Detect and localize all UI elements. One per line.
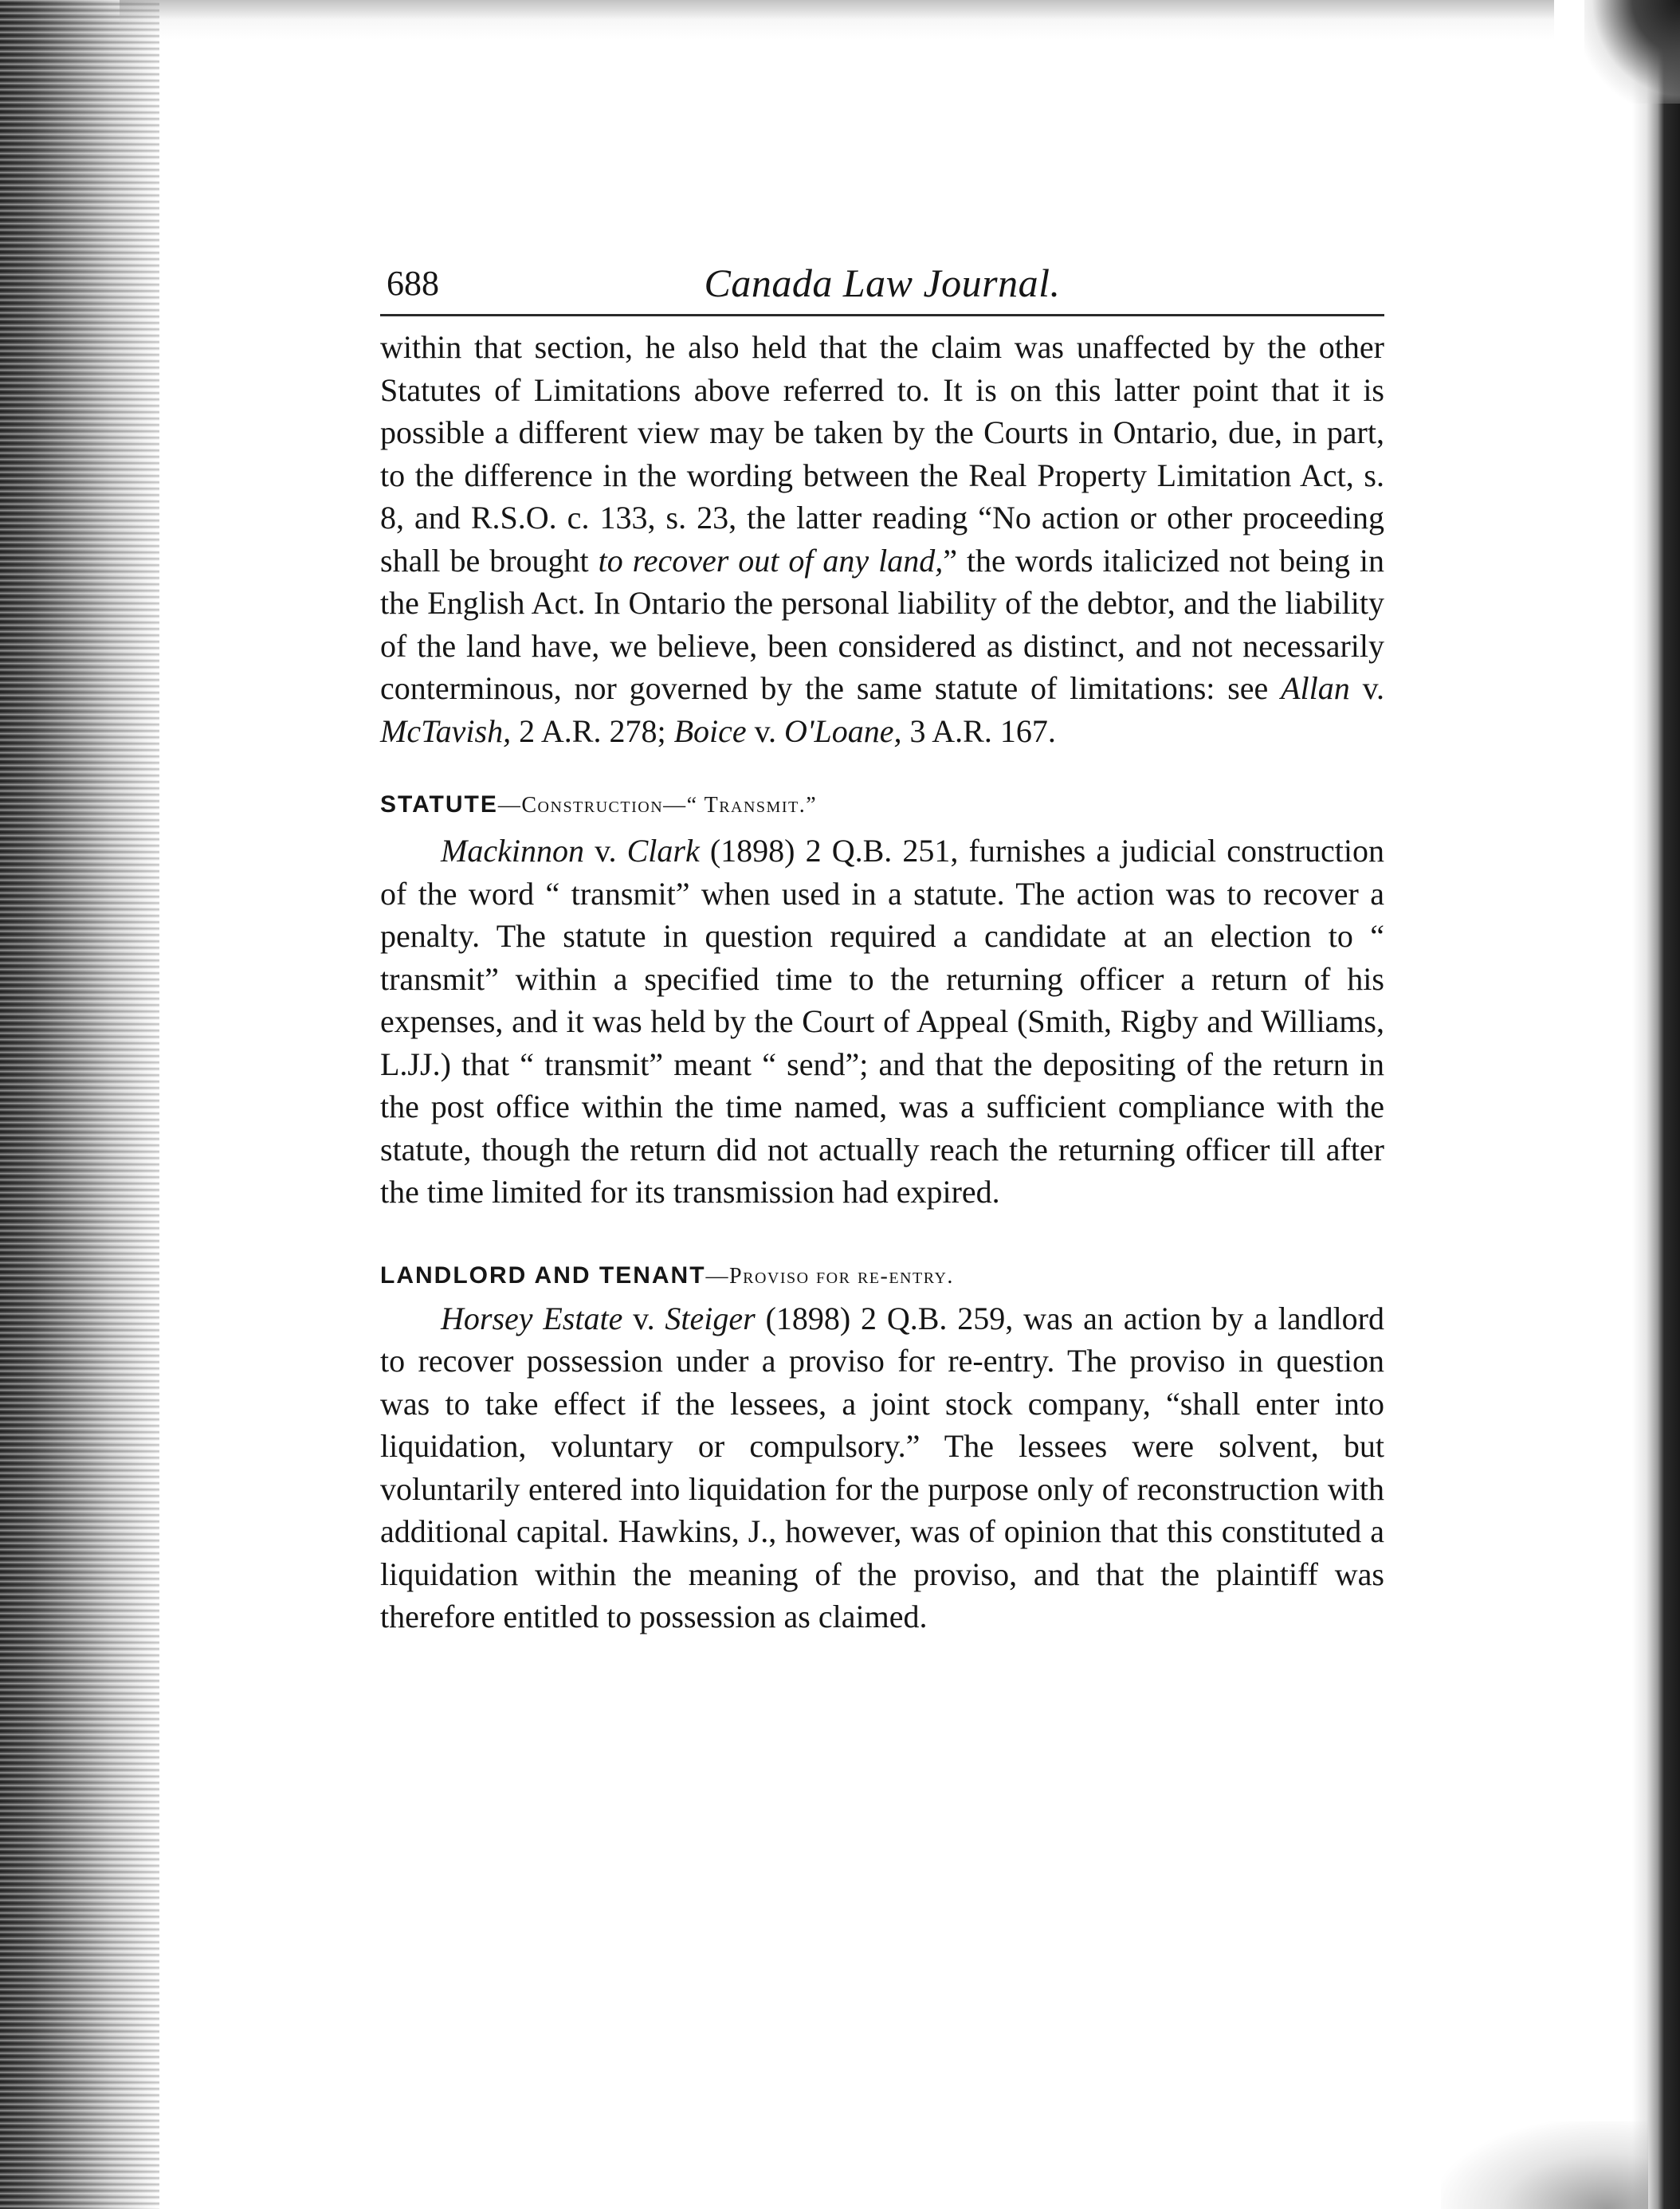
case-name: Clark <box>626 833 700 869</box>
running-head <box>380 261 1384 316</box>
case-versus: v. <box>746 712 785 749</box>
section-heading-landlord <box>380 1260 1384 1293</box>
paragraph-body: (1898) 2 Q.B. 259, was an action by a landlord to recover possession under a proviso for re-entry. The proviso in question was to take effect if the lessees, a joint stock company, “shall enter into liquidation, voluntary or compulsory.” The lessees were solvent, but voluntarily entered into liquidation for the purpose only of reconstruction with additional capital. Hawkins, J., however, was of opinion that this constituted a liquidation within the meaning of the proviso, and that the plaintiff was therefore entitled to possession as claimed. <box>380 1300 1384 1634</box>
continuation-text: within that section, he also held that the claim was unaffected by the other Statutes of Limitations above referred to. It is on this latter point that it is possible a different view may be taken by the Courts in Ontario, due, in part, to the difference in the wording between the Real Property Limitation Act, s. 8, and R.S.O. c. 133, s. 23, the latter reading “No action or other proceeding shall be brought <box>380 329 1384 579</box>
case-versus: v. <box>1349 670 1384 706</box>
case-versus: v. <box>622 1300 665 1336</box>
paragraph-body: (1898) 2 Q.B. 251, furnishes a judicial construction of the word “ transmit” when used in a statute. The action was to recover a penalty. The statute in question required a candidate at an election to “ transmit” within a specified time to the returning officer a return of his expenses, and it was held by the Court of Appeal (Smith, Rigby and Williams, L.JJ.) that “ transmit” meant “ send”; and that the depositing of the return in the post office within the time named, was a sufficient compliance with the statute, though the return did not actually reach the returning officer till after the time limited for its transmission had expired. <box>380 833 1385 1210</box>
scan-right-edge <box>1632 0 1680 2209</box>
case-name: Mackinnon <box>441 833 584 869</box>
case-name: Horsey Estate <box>441 1300 623 1336</box>
heading-title: LANDLORD AND TENANT <box>380 1261 706 1289</box>
journal-page <box>380 261 1384 1638</box>
case-name: O'Loane, <box>784 712 902 749</box>
scan-top-edge <box>120 0 1554 40</box>
scan-right-corner <box>1584 0 1680 104</box>
page-number: 688 <box>387 264 439 303</box>
italic-phrase: to recover out of any land, <box>598 542 944 579</box>
case-name: McTavish, <box>380 712 512 749</box>
heading-title: STATUTE <box>380 791 498 818</box>
heading-subtitle: —Proviso for re-entry. <box>705 1263 954 1289</box>
journal-title: Canada Law Journal. <box>704 261 1061 305</box>
section-heading-statute <box>380 789 1384 822</box>
case-citation: 3 A.R. 167. <box>901 712 1056 749</box>
case-name: Boice <box>673 712 747 749</box>
continuation-text: ” the words italicized not being in the English Act. In Ontario the personal liability of the debtor, and the liability of the land have, we believe, been considered as distinct, and not necessarily conterminous, nor governed by the same statute of limitations: see <box>380 542 1385 706</box>
scan-bottom-corner <box>1441 2121 1648 2209</box>
case-name: Steiger <box>665 1300 756 1336</box>
heading-subtitle: —Construction—“ Transmit.” <box>497 793 818 818</box>
statute-paragraph <box>380 830 1384 1214</box>
case-citation: 2 A.R. 278; <box>511 712 674 749</box>
continuation-paragraph <box>380 326 1384 752</box>
landlord-paragraph <box>380 1297 1384 1638</box>
case-name: Allan <box>1281 670 1350 706</box>
case-versus: v. <box>583 833 627 869</box>
scan-binding-shadow <box>0 0 159 2209</box>
